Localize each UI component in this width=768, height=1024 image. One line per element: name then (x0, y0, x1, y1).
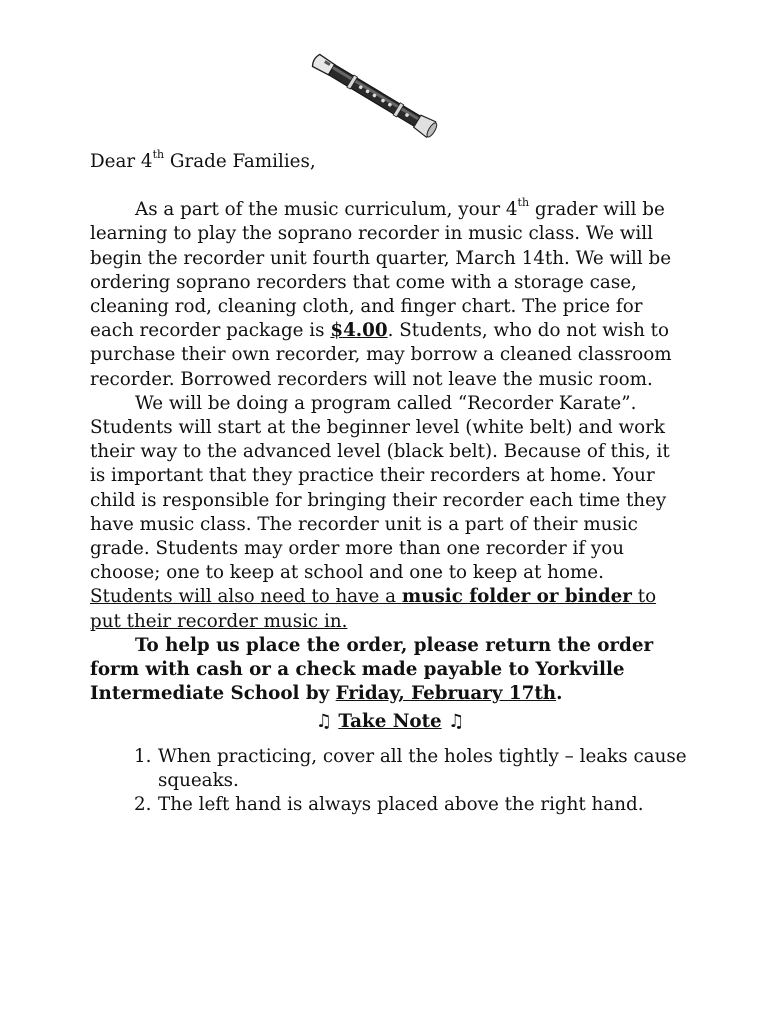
paragraph-recorder-karate: We will be doing a program called “Recorder Karate”. Students will start at the beginner level (white belt) and work their way to the advanced level (black belt). Because of this, it is important that they practice their recorders at home. Your child is responsible for bringing their recorder each time they have music class. The recorder unit is a part of their music grade. Students may order more than one recorder if you choose; one to keep at school and one to keep at home. Students will also need to have a music folder or binder to put their recorder music in. (90, 392, 670, 632)
paragraph-recorder-unit: As a part of the music curriculum, your 4th grader will be learning to play the soprano recorder in music class. We will begin the recorder unit fourth quarter, March 14th. We will be ordering soprano recorders that come with a storage case, cleaning rod, cleaning cloth, and finger chart. The price for each recorder package is $4.00. Students, who do not wish to purchase their own recorder, may borrow a cleaned classroom recorder. Borrowed recorders will not leave the music room. (90, 196, 672, 390)
price: $4.00 (330, 320, 388, 342)
take-note-heading: ♫ Take Note ♫ (315, 711, 465, 733)
letter-body (90, 147, 690, 817)
list-item: 1. When practicing, cover all the holes tightly – leaks cause squeaks. (134, 745, 687, 791)
due-date: Friday, February 17th (335, 683, 557, 705)
paragraph-order-instructions: To help us place the order, please return the order form with cash or a check made payable to Yorkville Intermediate School by Friday, February 17th. (90, 634, 654, 705)
salutation: Dear 4th Grade Families, (90, 147, 316, 172)
list-item: 2. The left hand is always placed above the right hand. (134, 794, 644, 816)
tips-list (90, 745, 690, 818)
music-note-icon: ♫ (315, 711, 332, 733)
recorder-icon (300, 52, 455, 142)
music-note-icon: ♫ (448, 711, 465, 733)
music-folder-requirement: music folder or binder (401, 586, 632, 608)
